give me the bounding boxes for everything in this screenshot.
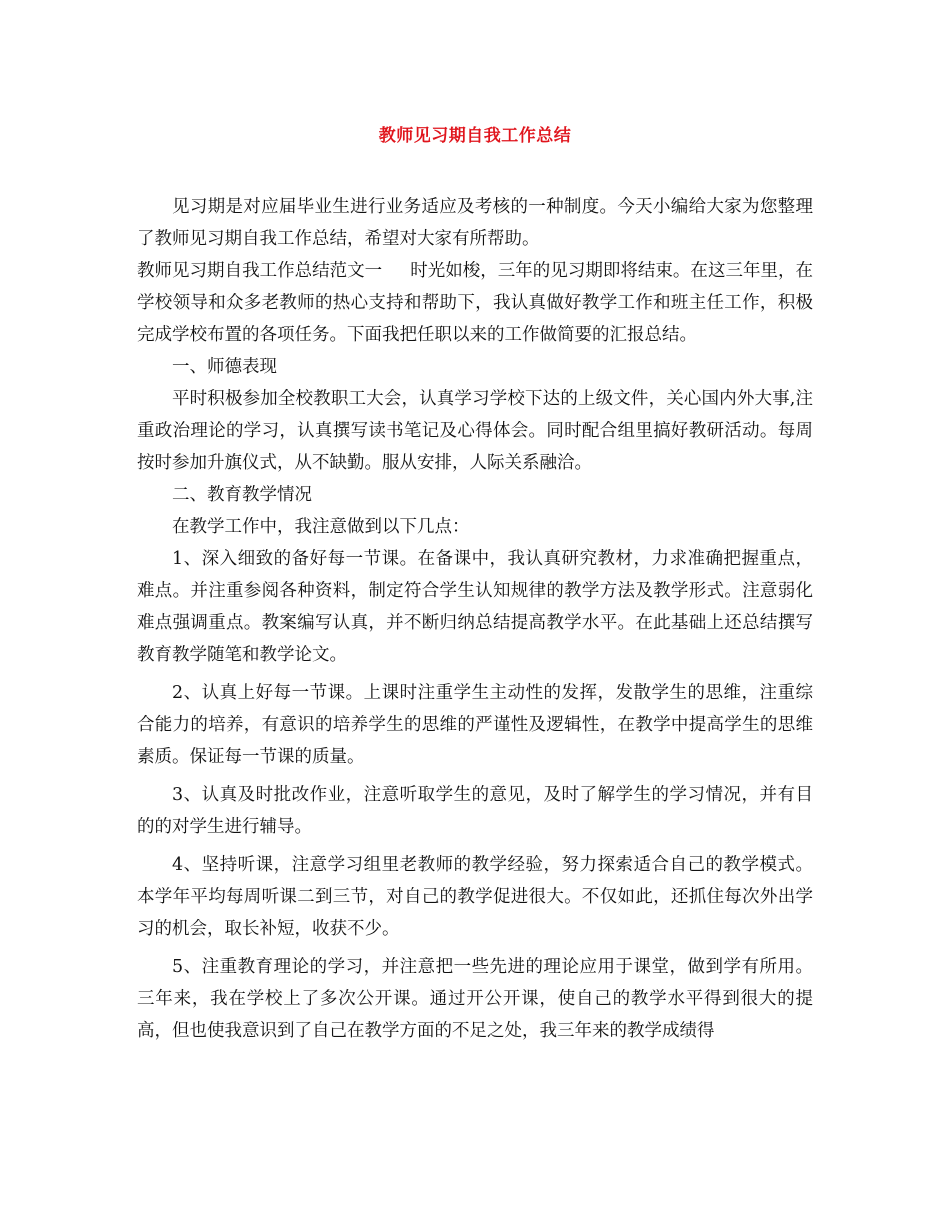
sample-paragraph [137, 255, 813, 351]
document-body [137, 191, 813, 1047]
sample-opening: 时光如梭，三年的见习期即将结束。在这三年里，在学校领导和众多老教师的热心支持和帮助下，我认真做好教学工作和班主任工作，积极完成学校布置的各项任务。下面我把任职以来的工作做简要的汇报总结。 [137, 261, 814, 345]
section2-intro: 在教学工作中，我注意做到以下几点： [172, 517, 470, 537]
section2-title: 二、教育教学情况 [172, 485, 312, 505]
list-item-4: 4、坚持听课，注意学习组里老教师的教学经验，努力探索适合自己的教学模式。本学年平均每周听课二到三节，对自己的教学促进很大。不仅如此，还抓住每次外出学习的机会，取长补短，收获不少。 [137, 855, 813, 939]
list-item-5: 5、注重教育理论的学习，并注意把一些先进的理论应用于课堂，做到学有所用。三年来，我在学校上了多次公开课。通过开公开课，使自己的教学水平得到很大的提高，但也使我意识到了自己在教学方面的不足之处，我三年来的教学成绩得 [137, 957, 813, 1041]
intro-paragraph: 见习期是对应届毕业生进行业务适应及考核的一种制度。今天小编给大家为您整理了教师见习期自我工作总结，希望对大家有所帮助。 [137, 197, 813, 249]
document-title: 教师见习期自我工作总结 [378, 126, 572, 146]
list-item-2: 2、认真上好每一节课。上课时注重学生主动性的发挥，发散学生的思维，注重综合能力的培养，有意识的培养学生的思维的严谨性及逻辑性，在教学中提高学生的思维素质。保证每一节课的质量。 [137, 683, 813, 767]
list-item-3: 3、认真及时批改作业，注意听取学生的意见，及时了解学生的学习情况，并有目的的对学生进行辅导。 [137, 785, 813, 837]
list-item-1: 1、深入细致的备好每一节课。在备课中，我认真研究教材，力求准确把握重点，难点。并注重参阅各种资料，制定符合学生认知规律的教学方法及教学形式。注意弱化难点强调重点。教案编写认真，并不断归纳总结提高教学水平。在此基础上还总结撰写教育教学随笔和教学论文。 [137, 549, 813, 665]
sample-heading: 教师见习期自我工作总结范文一 [137, 261, 383, 281]
section1-text: 平时积极参加全校教职工大会，认真学习学校下达的上级文件，关心国内外大事,注重政治理论的学习，认真撰写读书笔记及心得体会。同时配合组里搞好教研活动。每周按时参加升旗仪式，从不缺勤。服从安排，人际关系融洽。 [137, 389, 813, 473]
section1-title: 一、师德表现 [172, 357, 277, 377]
